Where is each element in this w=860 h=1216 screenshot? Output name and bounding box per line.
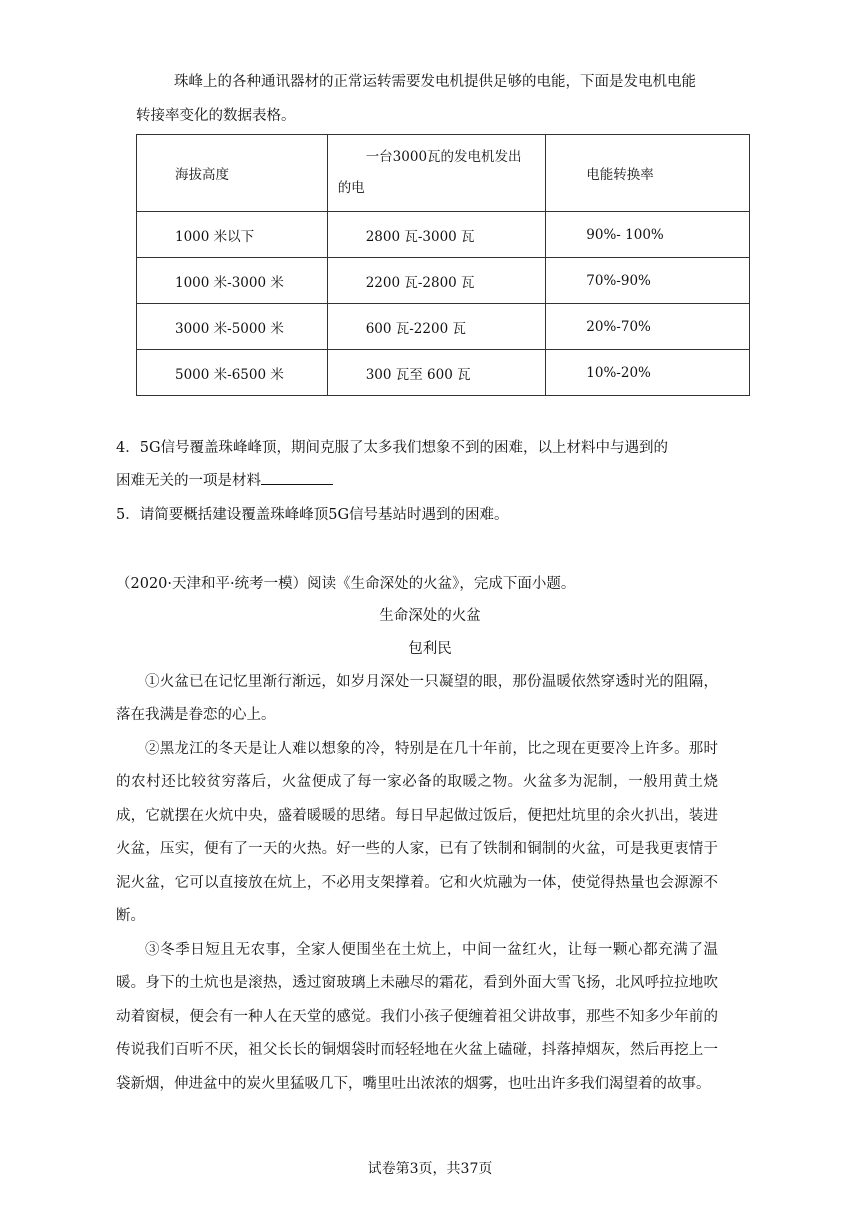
header-power-output — [327, 135, 546, 212]
table-row — [137, 304, 750, 350]
paragraph-1: ①火盆已在记忆里渐行渐远，如岁月深处一只凝望的眼，那份温暖依然穿透时光的阻隔，落在我满是眷恋的心上。 — [116, 674, 718, 724]
article-title: 生命深处的火盆 — [379, 608, 481, 624]
cell-rate: 20%-70% — [546, 304, 750, 350]
paragraph-3: ③冬季日短且无农事，全家人便围坐在土炕上，中间一盆红火，让每一颗心都充满了温暖。身下的土炕也是滚热，透过窗玻璃上未融尽的霜花，看到外面大雪飞扬，北风呼拉拉地吹动着窗棂，便会有一种人在天堂的感觉。我们小孩子便缠着祖父讲故事，那些不知多少年前的传说我们百听不厌，祖父长长的铜烟袋时而轻轻地在火盆上磕碰，抖落掉烟灰，然后再挖上一袋新烟，伸进盆中的炭火里猛吸几下，嘴里吐出浓浓的烟雾，也吐出许多我们渴望着的故事。 — [116, 942, 718, 1092]
header-conversion-rate: 电能转换率 — [546, 135, 750, 212]
header-power-output-line1: 一台3000瓦的发电机发出 — [365, 149, 522, 165]
question-5: 5．请简要概括建设覆盖珠峰峰顶5G信号基站时遇到的困难。 — [116, 507, 509, 523]
header-altitude: 海拔高度 — [137, 135, 328, 212]
cell-rate: 70%-90% — [546, 258, 750, 304]
question-4-line-1: 4．5G信号覆盖珠峰峰顶，期间克服了太多我们想象不到的困难，以上材料中与遇到的 — [116, 440, 669, 456]
article-author: 包利民 — [408, 641, 452, 657]
intro-line-1: 珠峰上的各种通讯器材的正常运转需要发电机提供足够的电能，下面是发电机电能 — [174, 74, 696, 90]
cell-power: 2200 瓦-2800 瓦 — [327, 258, 546, 304]
cell-altitude: 1000 米以下 — [137, 212, 328, 258]
table-row — [137, 212, 750, 258]
cell-power: 300 瓦至 600 瓦 — [327, 350, 546, 396]
table-header-row — [137, 135, 750, 212]
page-footer: 试卷第3页，共37页 — [367, 1161, 493, 1177]
cell-power: 2800 瓦-3000 瓦 — [327, 212, 546, 258]
question-4-line-2 — [116, 470, 333, 491]
table-row — [137, 258, 750, 304]
source-line: （2020·天津和平·统考一模）阅读《生命深处的火盆》，完成下面小题。 — [116, 576, 576, 592]
generator-data-table — [136, 134, 750, 396]
cell-altitude: 5000 米-6500 米 — [137, 350, 328, 396]
header-power-output-line2: 的电 — [337, 180, 365, 196]
paragraph-2: ②黑龙江的冬天是让人难以想象的冷，特别是在几十年前，比之现在更要冷上许多。那时的农村还比较贫穷落后，火盆便成了每一家必备的取暖之物。火盆多为泥制，一般用黄土烧成，它就摆在火炕中央，盛着暖暖的思绪。每日早起做过饭后，便把灶坑里的余火扒出，装进火盆，压实，便有了一天的火热。好一些的人家，已有了铁制和铜制的火盆，可是我更衷情于泥火盆，它可以直接放在炕上，不必用支架撑着。它和火炕融为一体，使觉得热量也会源源不断。 — [116, 741, 718, 925]
cell-altitude: 1000 米-3000 米 — [137, 258, 328, 304]
table-row — [137, 350, 750, 396]
cell-rate: 10%-20% — [546, 350, 750, 396]
cell-power: 600 瓦-2200 瓦 — [327, 304, 546, 350]
cell-rate: 90%- 100% — [546, 212, 750, 258]
question-4-text: 困难无关的一项是材料 — [116, 473, 261, 489]
intro-line-2: 转接率变化的数据表格。 — [136, 108, 296, 124]
answer-blank[interactable] — [261, 470, 333, 485]
cell-altitude: 3000 米-5000 米 — [137, 304, 328, 350]
